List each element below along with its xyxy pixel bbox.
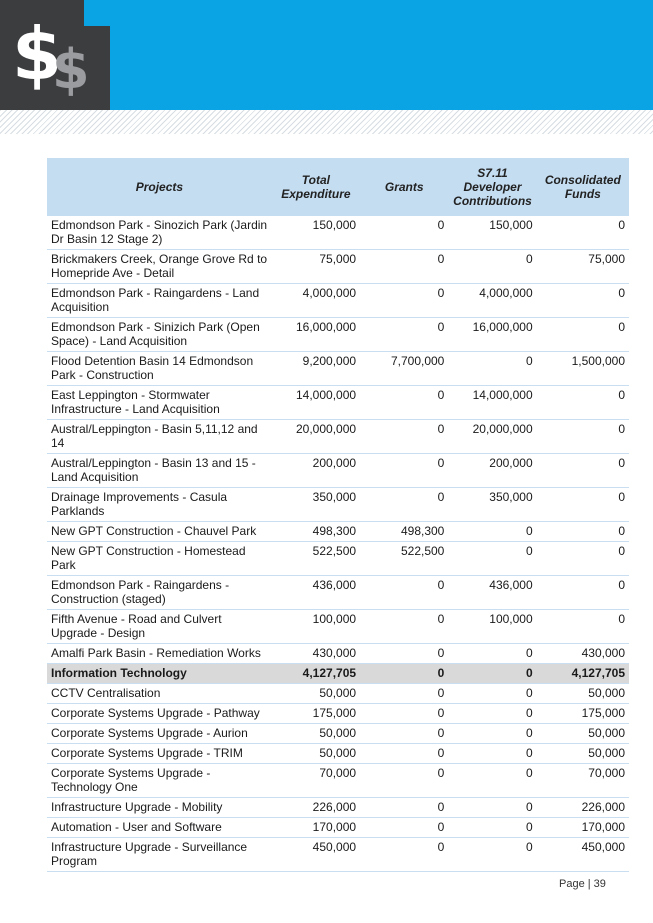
consolidated-funds-cell: 430,000 [537,644,629,664]
grants-cell: 0 [360,318,448,352]
developer-contributions-cell: 0 [448,542,536,576]
total-expenditure-cell: 436,000 [272,576,360,610]
grants-cell: 0 [360,818,448,838]
table-body [47,216,629,872]
project-cell: Infrastructure Upgrade - Surveillance Program [47,838,272,872]
project-cell: Edmondson Park - Sinozich Park (Jardin Dr Basin 12 Stage 2) [47,216,272,250]
total-expenditure-cell: 4,000,000 [272,284,360,318]
column-header-developer-contributions: S7.11 Developer Contributions [448,158,536,216]
grants-cell: 0 [360,488,448,522]
consolidated-funds-cell: 0 [537,576,629,610]
developer-contributions-cell: 0 [448,838,536,872]
table-row [47,704,629,724]
project-cell: Edmondson Park - Raingardens - Construction (staged) [47,576,272,610]
grants-cell: 0 [360,744,448,764]
column-header-grants: Grants [360,158,448,216]
developer-contributions-cell: 20,000,000 [448,420,536,454]
consolidated-funds-cell: 450,000 [537,838,629,872]
consolidated-funds-cell: 0 [537,522,629,542]
grants-cell: 0 [360,644,448,664]
grants-cell: 498,300 [360,522,448,542]
grants-cell: 0 [360,386,448,420]
project-cell: Edmondson Park - Sinizich Park (Open Space) - Land Acquisition [47,318,272,352]
project-cell: Fifth Avenue - Road and Culvert Upgrade - Design [47,610,272,644]
grants-cell: 0 [360,250,448,284]
grants-cell: 0 [360,724,448,744]
header-hatch-strip [0,110,653,134]
table-row [47,284,629,318]
project-cell: Flood Detention Basin 14 Edmondson Park - Construction [47,352,272,386]
developer-contributions-cell: 14,000,000 [448,386,536,420]
developer-contributions-cell: 0 [448,818,536,838]
table-row [47,216,629,250]
developer-contributions-cell: 0 [448,522,536,542]
developer-contributions-cell: 0 [448,704,536,724]
total-expenditure-cell: 522,500 [272,542,360,576]
consolidated-funds-cell: 0 [537,284,629,318]
grants-cell: 0 [360,684,448,704]
project-cell: Corporate Systems Upgrade - Pathway [47,704,272,724]
project-cell: New GPT Construction - Homestead Park [47,542,272,576]
total-expenditure-cell: 50,000 [272,744,360,764]
table-row [47,250,629,284]
consolidated-funds-cell: 0 [537,386,629,420]
project-cell: Austral/Leppington - Basin 5,11,12 and 14 [47,420,272,454]
grants-cell: 0 [360,576,448,610]
total-expenditure-cell: 430,000 [272,644,360,664]
table-row [47,684,629,704]
total-expenditure-cell: 70,000 [272,764,360,798]
developer-contributions-cell: 0 [448,250,536,284]
grants-cell: 0 [360,838,448,872]
project-cell: Corporate Systems Upgrade - Aurion [47,724,272,744]
developer-contributions-cell: 350,000 [448,488,536,522]
project-cell: Corporate Systems Upgrade - Technology One [47,764,272,798]
project-cell: Edmondson Park - Raingardens - Land Acquisition [47,284,272,318]
capital-works-table [47,158,629,872]
consolidated-funds-cell: 175,000 [537,704,629,724]
table-row [47,352,629,386]
logo-notch [84,0,110,26]
total-expenditure-cell: 350,000 [272,488,360,522]
consolidated-funds-cell: 4,127,705 [537,664,629,684]
total-expenditure-cell: 50,000 [272,684,360,704]
consolidated-funds-cell: 170,000 [537,818,629,838]
developer-contributions-cell: 150,000 [448,216,536,250]
project-cell: Brickmakers Creek, Orange Grove Rd to Homepride Ave - Detail [47,250,272,284]
grants-cell: 0 [360,664,448,684]
consolidated-funds-cell: 0 [537,542,629,576]
table-row [47,610,629,644]
consolidated-funds-cell: 50,000 [537,724,629,744]
total-expenditure-cell: 150,000 [272,216,360,250]
grants-cell: 0 [360,704,448,724]
total-expenditure-cell: 50,000 [272,724,360,744]
project-cell: Automation - User and Software [47,818,272,838]
developer-contributions-cell: 0 [448,352,536,386]
developer-contributions-cell: 0 [448,684,536,704]
total-expenditure-cell: 450,000 [272,838,360,872]
developer-contributions-cell: 0 [448,744,536,764]
grants-cell: 7,700,000 [360,352,448,386]
total-expenditure-cell: 16,000,000 [272,318,360,352]
project-cell: Infrastructure Upgrade - Mobility [47,798,272,818]
developer-contributions-cell: 436,000 [448,576,536,610]
consolidated-funds-cell: 50,000 [537,744,629,764]
developer-contributions-cell: 0 [448,764,536,798]
total-expenditure-cell: 75,000 [272,250,360,284]
total-expenditure-cell: 9,200,000 [272,352,360,386]
table-row [47,764,629,798]
consolidated-funds-cell: 75,000 [537,250,629,284]
consolidated-funds-cell: 0 [537,318,629,352]
project-cell: Drainage Improvements - Casula Parklands [47,488,272,522]
table-row [47,420,629,454]
consolidated-funds-cell: 0 [537,216,629,250]
table-row [47,318,629,352]
grants-cell: 0 [360,216,448,250]
project-cell: Austral/Leppington - Basin 13 and 15 - Land Acquisition [47,454,272,488]
table-row [47,744,629,764]
grants-cell: 0 [360,420,448,454]
total-expenditure-cell: 226,000 [272,798,360,818]
table-row [47,576,629,610]
project-cell: New GPT Construction - Chauvel Park [47,522,272,542]
developer-contributions-cell: 100,000 [448,610,536,644]
table-row [47,488,629,522]
project-cell: CCTV Centralisation [47,684,272,704]
grants-cell: 522,500 [360,542,448,576]
column-header-total-expenditure: Total Expenditure [272,158,360,216]
project-cell: Information Technology [47,664,272,684]
dollar-icon: $ [12,12,63,96]
developer-contributions-cell: 16,000,000 [448,318,536,352]
column-header-consolidated-funds: Consolidated Funds [537,158,629,216]
total-expenditure-cell: 20,000,000 [272,420,360,454]
table-row [47,542,629,576]
consolidated-funds-cell: 1,500,000 [537,352,629,386]
consolidated-funds-cell: 50,000 [537,684,629,704]
developer-contributions-cell: 0 [448,664,536,684]
table-row [47,818,629,838]
developer-contributions-cell: 4,000,000 [448,284,536,318]
total-expenditure-cell: 170,000 [272,818,360,838]
developer-contributions-cell: 0 [448,798,536,818]
dollar-small-icon: $ [52,38,90,101]
total-expenditure-cell: 14,000,000 [272,386,360,420]
table-row [47,838,629,872]
total-expenditure-cell: 100,000 [272,610,360,644]
grants-cell: 0 [360,454,448,488]
table-row [47,386,629,420]
total-expenditure-cell: 175,000 [272,704,360,724]
grants-cell: 0 [360,764,448,798]
total-expenditure-cell: 200,000 [272,454,360,488]
developer-contributions-cell: 0 [448,724,536,744]
developer-contributions-cell: 0 [448,644,536,664]
consolidated-funds-cell: 0 [537,610,629,644]
consolidated-funds-cell: 0 [537,454,629,488]
table-row [47,724,629,744]
consolidated-funds-cell: 0 [537,420,629,454]
total-expenditure-cell: 4,127,705 [272,664,360,684]
consolidated-funds-cell: 70,000 [537,764,629,798]
developer-contributions-cell: 200,000 [448,454,536,488]
table-row [47,454,629,488]
table-row [47,644,629,664]
grants-cell: 0 [360,798,448,818]
grants-cell: 0 [360,284,448,318]
project-cell: East Leppington - Stormwater Infrastructure - Land Acquisition [47,386,272,420]
grants-cell: 0 [360,610,448,644]
consolidated-funds-cell: 226,000 [537,798,629,818]
table-header-row [47,158,629,216]
table-row [47,522,629,542]
project-cell: Corporate Systems Upgrade - TRIM [47,744,272,764]
total-expenditure-cell: 498,300 [272,522,360,542]
column-header-projects: Projects [47,158,272,216]
section-row [47,664,629,684]
consolidated-funds-cell: 0 [537,488,629,522]
project-cell: Amalfi Park Basin - Remediation Works [47,644,272,664]
page-number: Page | 39 [559,878,606,890]
table-row [47,798,629,818]
